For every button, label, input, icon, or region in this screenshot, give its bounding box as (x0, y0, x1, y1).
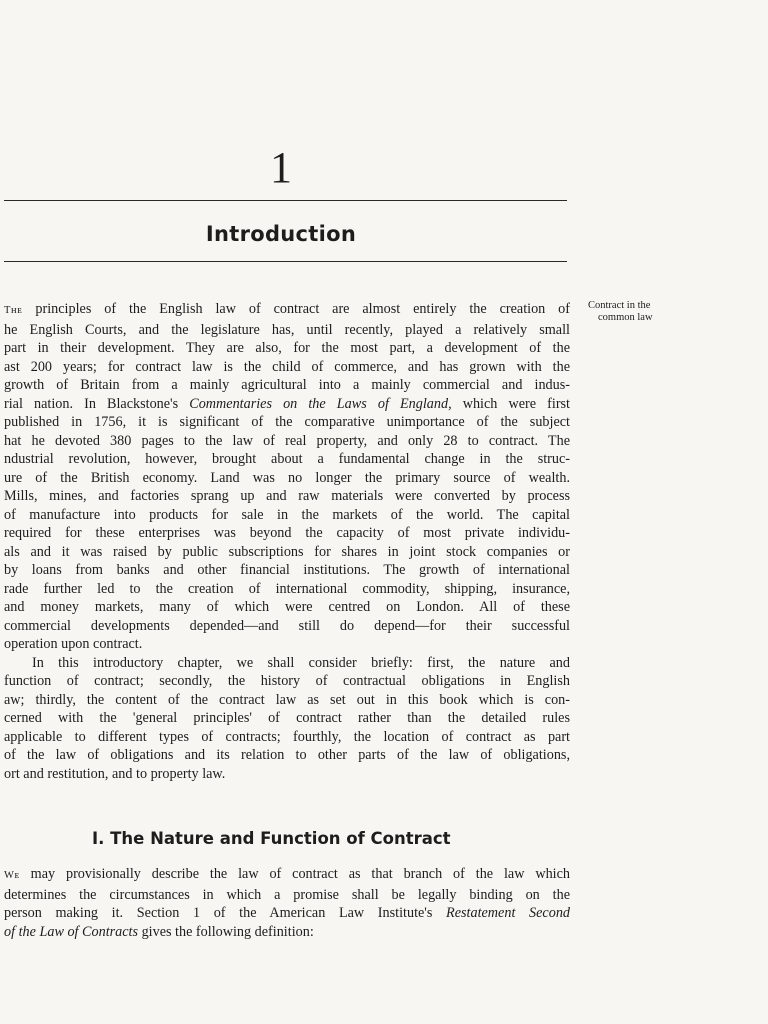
text-line: ure of the British economy. Land was no longer the primary source of wealth. (4, 469, 570, 486)
text-line: function of contract; secondly, the history of contractual obligations in English (4, 673, 570, 689)
text-fragment: gives the following definition: (138, 923, 314, 940)
book-title-italic: of the Law of Contracts (4, 923, 139, 940)
text-line: Mills, mines, and factories sprang up and raw materials were converted by process (4, 488, 570, 504)
margin-note (588, 300, 688, 324)
text-line: In this introductory chapter, we shall consider briefly: first, the nature and (32, 654, 570, 671)
text-fragment: person making it. Section 1 of the American Law Institute's (4, 905, 447, 921)
text-line: required for these enterprises was beyond the capacity of most private individu- (4, 525, 570, 541)
title-rule-bottom (4, 261, 567, 262)
text-line: he English Courts, and the legislature has, until recently, played a relatively small (4, 321, 570, 338)
text-line (4, 395, 570, 414)
text-line (4, 923, 570, 942)
text-line: determines the circumstances in which a promise shall be legally binding on the (4, 886, 570, 903)
text-fragment: principles of the English law of contract are almost entirely the creation of (35, 301, 570, 317)
text-fragment: may provisionally describe the law of contract as that branch of the law which (30, 866, 570, 882)
chapter-title: Introduction (205, 222, 357, 246)
text-fragment: which were first (451, 395, 570, 412)
text-line: aw; thirdly, the content of the contract law as set out in this book which is con- (4, 691, 570, 708)
section-paragraph (4, 865, 570, 941)
text-line (4, 865, 570, 886)
text-line: ort and restitution, and to property law. (4, 765, 226, 782)
text-line: operation upon contract. (4, 636, 143, 652)
chapter-number: 1 (270, 143, 292, 192)
book-title-italic: Commentaries on the Laws of England, (189, 395, 452, 412)
text-line: published in 1756, it is significant of the comparative unimportance of the subject (4, 414, 570, 430)
text-line: growth of Britain from a mainly agricultural into a mainly commercial and indus- (4, 377, 570, 393)
text-line: part in their development. They are also, for the most part, a development of the (4, 340, 570, 356)
text-line: by loans from banks and other financial institutions. The growth of international (4, 562, 570, 578)
text-line: ndustrial revolution, however, brought about a fundamental change in the struc- (4, 451, 570, 467)
text-line: ast 200 years; for contract law is the child of commerce, and has grown with the (4, 358, 570, 375)
text-line: commercial developments depended—and still do depend—for their successful (4, 617, 570, 634)
text-fragment: rial nation. In Blackstone's (4, 395, 190, 412)
section-heading: I. The Nature and Function of Contract (92, 829, 451, 848)
title-rule-top (4, 200, 567, 201)
book-title-italic: Restatement Second (446, 905, 570, 921)
text-line: and money markets, many of which were centred on London. All of these (4, 599, 570, 615)
text-line: hat he devoted 380 pages to the law of real property, and only 28 to contract. The (4, 432, 570, 449)
text-line (4, 904, 570, 923)
text-line (4, 300, 570, 321)
text-line: als and it was raised by public subscriptions for shares in joint stock companies or (4, 543, 570, 560)
text-line: applicable to different types of contracts; fourthly, the location of contract as part (4, 728, 570, 745)
text-line: of the law of obligations and its relation to other parts of the law of obligations, (4, 747, 570, 763)
margin-note-line: Contract in the (588, 300, 651, 311)
text-line: cerned with the 'general principles' of contract rather than the detailed rules (4, 710, 570, 726)
text-line: of manufacture into products for sale in the markets of the world. The capital (4, 506, 570, 523)
margin-note-line: common law (598, 312, 653, 323)
intro-paragraphs (4, 300, 570, 783)
text-line: rade further led to the creation of international commodity, shipping, insurance, (4, 580, 570, 597)
drop-small-caps: Tʜᴇ (4, 305, 23, 316)
drop-small-caps: Wᴇ (4, 870, 20, 881)
